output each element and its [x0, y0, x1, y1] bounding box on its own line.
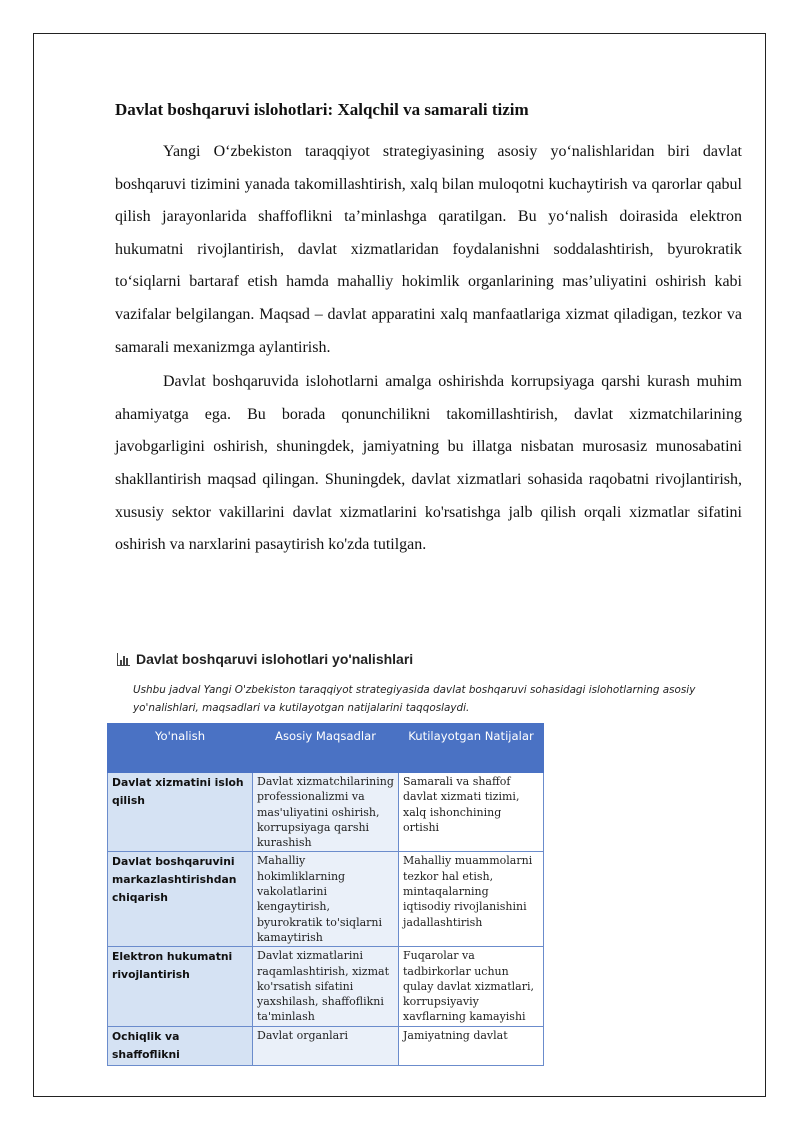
- paragraph-2: Davlat boshqaruvida islohotlarni amalga oshirishda korrupsiyaga qarshi kurash muhim ahamiyatga ega. Bu borada qonunchilikni takomillashtirish, davlat xizmatchilarining javobgarligini oshirish, shuningdek, jamiyatning bu illatga nisbatan murosasiz munosabatini shakllantirish maqsad qilingan. Shuningdek, davlat xizmatlari sohasida raqobatni rivojlantirish, xususiy sektor vakillarini davlat xizmatlarini ko'rsatishga jalb qilish orqali xizmatlar sifatini oshirish va narxlarini pasaytirish ko'zda tutilgan.: [115, 373, 742, 554]
- document-body: [115, 98, 742, 564]
- table-cell: Davlat organlari: [253, 1026, 399, 1065]
- table-row: [108, 1026, 544, 1065]
- table-cell: Davlat xizmatini isloh qilish: [108, 773, 253, 852]
- table-cell: Fuqarolar va tadbirkorlar uchun qulay davlat xizmatlari, korrupsiyaviy xavflarning kamayishi: [399, 947, 544, 1026]
- column-header: Kutilayotgan Natijalar: [399, 724, 544, 773]
- table-cell: Davlat xizmatchilarining professionalizmi va mas'uliyatini oshirish, korrupsiyaga qarshi kurashish: [253, 773, 399, 852]
- table-row: [108, 947, 544, 1026]
- table-cell: Mahalliy hokimliklarning vakolatlarini kengaytirish, byurokratik to'siqlarni kamaytirish: [253, 852, 399, 947]
- column-header: Asosiy Maqsadlar: [253, 724, 399, 773]
- table-section-title: [117, 651, 413, 667]
- table-cell: Davlat xizmatlarini raqamlashtirish, xizmat ko'rsatish sifatini yaxshilash, shaffoflikni ta'minlash: [253, 947, 399, 1026]
- table-cell: Ochiqlik va shaffoflikni: [108, 1026, 253, 1065]
- table-cell: Mahalliy muammolarni tezkor hal etish, mintaqalarning iqtisodiy rivojlanishini jadallashtirish: [399, 852, 544, 947]
- column-header: Yo'nalish: [108, 724, 253, 773]
- table-cell: Jamiyatning davlat: [399, 1026, 544, 1065]
- table-cell: Davlat boshqaruvini markazlashtirishdan chiqarish: [108, 852, 253, 947]
- bar-chart-icon: [117, 653, 130, 666]
- document-heading: Davlat boshqaruvi islohotlari: Xalqchil va samarali tizim: [115, 100, 529, 119]
- reforms-table: [107, 723, 544, 1066]
- table-cell: Elektron hukumatni rivojlantirish: [108, 947, 253, 1026]
- table-row: [108, 773, 544, 852]
- table-cell: Samarali va shaffof davlat xizmati tizimi, xalq ishonchining ortishi: [399, 773, 544, 852]
- table-row: [108, 852, 544, 947]
- table-caption: Ushbu jadval Yangi O'zbekiston taraqqiyot strategiyasida davlat boshqaruvi sohasidagi islohotlarning asosiy yo'nalishlari, maqsadlari va kutilayotgan natijalarini taqqoslaydi.: [133, 684, 696, 714]
- paragraph-1: Yangi O‘zbekiston taraqqiyot strategiyasining asosiy yo‘nalishlaridan biri davlat boshqaruvi tizimini yanada takomillashtirish, xalq bilan muloqotni kuchaytirish va qarorlar qabul qilish jarayonlarida shaffoflikni ta’minlashga qaratilgan. Bu yo‘nalish doirasida elektron hukumatni rivojlantirish, davlat xizmatlaridan foydalanishni soddalashtirish, byurokratik to‘siqlarni bartaraf etish hamda mahalliy hokimlik organlarining mas’uliyatini oshirish kabi vazifalar belgilangan. Maqsad – davlat apparatini xalq manfaatlariga xizmat qiladigan, tezkor va samarali mexanizmga aylantirish.: [115, 143, 742, 356]
- table-title-text: Davlat boshqaruvi islohotlari yo'nalishlari: [136, 651, 414, 667]
- table-header-row: [108, 724, 544, 773]
